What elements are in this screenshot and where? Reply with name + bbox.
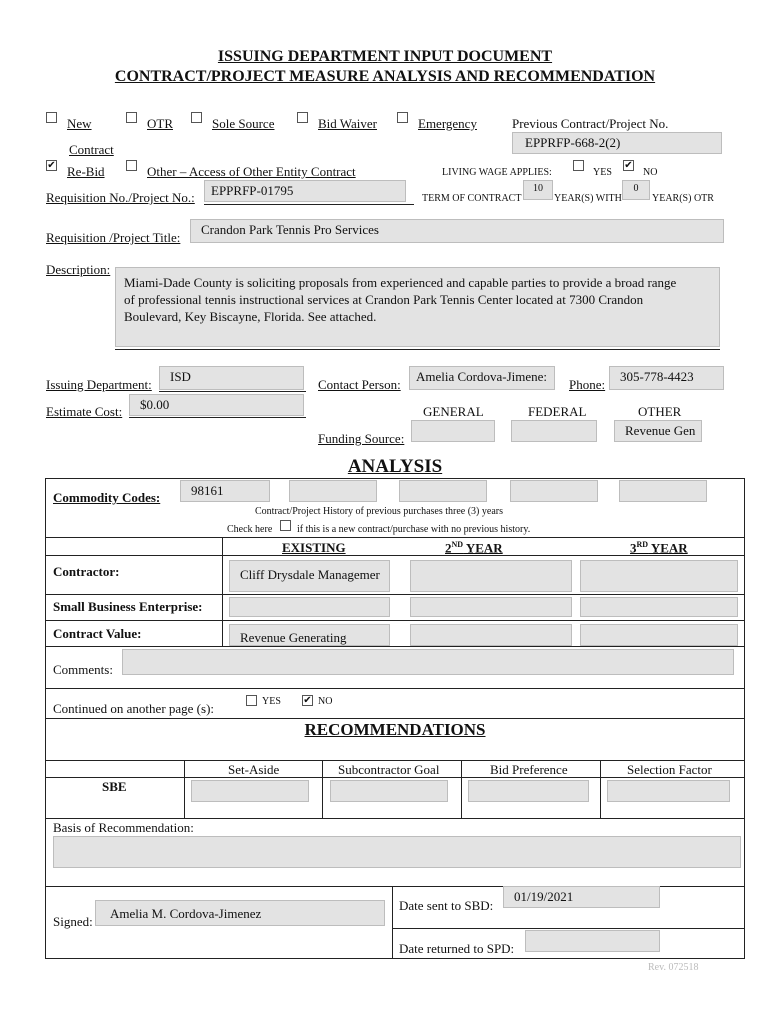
other-label: Other – Access of Other Entity Contract (147, 164, 356, 179)
commodity-code-field-2[interactable] (289, 480, 377, 502)
contractor-third-year-field[interactable] (580, 560, 738, 592)
signed-label: Signed: (53, 914, 93, 929)
set-aside-header: Set-Aside (228, 762, 280, 777)
issuing-department-field[interactable]: ISD (159, 366, 304, 390)
funding-other-header: OTHER (638, 404, 682, 419)
third-year-sup: RD (636, 540, 649, 549)
emergency-checkbox[interactable] (397, 112, 408, 123)
living-wage-no-label: NO (643, 167, 658, 178)
date-sent-field[interactable]: 01/19/2021 (503, 886, 660, 908)
description-label: Description: (46, 262, 111, 277)
funding-source-label: Funding Source: (318, 431, 405, 446)
signed-field[interactable]: Amelia M. Cordova-Jimenez (95, 900, 385, 926)
selection-factor-field[interactable] (607, 780, 730, 802)
sole-source-checkbox[interactable] (191, 112, 202, 123)
description-line: Miami-Dade County is soliciting proposals from experienced and capable parties to provide a broad range (124, 275, 677, 290)
sbe-second-year-field[interactable] (410, 597, 572, 617)
emergency-label: Emergency (418, 116, 477, 131)
form-subtitle: CONTRACT/PROJECT MEASURE ANALYSIS AND RECOMMENDATION (114, 68, 656, 85)
rebid-label: Re-Bid (67, 164, 105, 179)
funding-general-header: GENERAL (423, 404, 484, 419)
contractor-second-year-field[interactable] (410, 560, 572, 592)
continued-label: Continued on another page (s): (53, 701, 215, 716)
living-wage-label: LIVING WAGE APPLIES: (442, 167, 552, 178)
revision-label: Rev. 072518 (648, 962, 699, 973)
contract-label: Contract (69, 142, 114, 157)
issuing-department-label: Issuing Department: (46, 377, 152, 392)
comments-label: Comments: (53, 662, 113, 677)
requisition-label: Requisition No./Project No.: (46, 190, 195, 205)
contractor-label: Contractor: (53, 564, 120, 579)
otr-checkbox[interactable] (126, 112, 137, 123)
living-wage-yes-checkbox[interactable] (573, 160, 584, 171)
description-line: of professional tennis instructional services at Crandon Park Tennis Center located at 7300 Crandon (124, 292, 644, 307)
term-years-with-label: YEAR(S) WITH (554, 193, 622, 204)
contact-person-field[interactable]: Amelia Cordova-Jimene: (409, 366, 555, 390)
check-here-note: if this is a new contract/purchase with no previous history. (297, 524, 531, 535)
set-aside-field[interactable] (191, 780, 309, 802)
previous-contract-label: Previous Contract/Project No. (512, 116, 669, 131)
second-year-sup: ND (451, 540, 464, 549)
bid-waiver-label: Bid Waiver (318, 116, 378, 131)
sole-source-label: Sole Source (212, 116, 275, 131)
commodity-codes-label: Commodity Codes: (53, 490, 161, 505)
basis-label: Basis of Recommendation: (53, 820, 194, 835)
form-title: ISSUING DEPARTMENT INPUT DOCUMENT (217, 48, 553, 65)
sbe-existing-field[interactable] (229, 597, 390, 617)
contact-person-label: Contact Person: (318, 377, 401, 392)
term-otr-label: YEAR(S) OTR (652, 193, 714, 204)
description-line: Boulevard, Key Biscayne, Florida. See attached. (124, 309, 377, 324)
estimate-cost-field[interactable]: $0.00 (129, 394, 304, 416)
sbe-row-label: SBE (102, 779, 127, 794)
living-wage-yes-label: YES (593, 167, 612, 178)
commodity-code-field-4[interactable] (510, 480, 598, 502)
project-title-label: Requisition /Project Title: (46, 230, 181, 245)
project-title-field[interactable]: Crandon Park Tennis Pro Services (190, 219, 724, 243)
funding-other-field[interactable]: Revenue Gen (614, 420, 702, 442)
term-otr-field[interactable]: 0 (622, 180, 650, 200)
funding-federal-header: FEDERAL (528, 404, 587, 419)
contract-value-third-year-field[interactable] (580, 624, 738, 646)
commodity-code-field-3[interactable] (399, 480, 487, 502)
selection-factor-header: Selection Factor (627, 762, 712, 777)
funding-federal-field[interactable] (511, 420, 597, 442)
continued-no-label: NO (318, 696, 333, 707)
subcontractor-goal-field[interactable] (330, 780, 448, 802)
commodity-code-field-1[interactable]: 98161 (180, 480, 270, 502)
rebid-checkbox[interactable]: ✔ (47, 160, 56, 171)
history-note: Contract/Project History of previous purchases three (3) years (255, 506, 503, 517)
second-year-number: 2 (445, 540, 452, 556)
funding-general-field[interactable] (411, 420, 495, 442)
contract-value-label: Contract Value: (53, 626, 142, 641)
other-checkbox[interactable] (126, 160, 137, 171)
existing-header: EXISTING (282, 540, 346, 555)
requisition-field[interactable]: EPPRFP-01795 (204, 180, 406, 202)
date-returned-field[interactable] (525, 930, 660, 952)
subcontractor-goal-header: Subcontractor Goal (338, 762, 440, 777)
analysis-heading: ANALYSIS (347, 456, 443, 477)
continued-no-checkbox[interactable]: ✔ (303, 695, 312, 706)
new-label: New (67, 116, 92, 131)
second-year-rest: YEAR (463, 540, 503, 556)
third-year-header (630, 540, 688, 556)
phone-field[interactable]: 305-778-4423 (609, 366, 724, 390)
term-label: TERM OF CONTRACT (422, 193, 522, 204)
continued-yes-label: YES (262, 696, 281, 707)
commodity-code-field-5[interactable] (619, 480, 707, 502)
new-checkbox[interactable] (46, 112, 57, 123)
term-years-field[interactable]: 10 (523, 180, 553, 200)
contract-value-second-year-field[interactable] (410, 624, 572, 646)
check-here-label: Check here (227, 524, 273, 535)
recommendations-heading: RECOMMENDATIONS (304, 720, 486, 739)
basis-field[interactable] (53, 836, 741, 868)
estimate-cost-label: Estimate Cost: (46, 404, 123, 419)
second-year-header (445, 540, 503, 556)
contract-value-existing-field[interactable]: Revenue Generating (229, 624, 390, 646)
third-year-rest: YEAR (648, 540, 688, 556)
date-returned-label: Date returned to SPD: (399, 941, 515, 956)
phone-label: Phone: (569, 377, 606, 392)
description-field[interactable] (115, 267, 720, 347)
date-sent-label: Date sent to SBD: (399, 898, 494, 913)
previous-contract-field[interactable]: EPPRFP-668-2(2) (512, 132, 722, 154)
sbe-third-year-field[interactable] (580, 597, 738, 617)
new-history-checkbox[interactable] (280, 520, 291, 531)
comments-field[interactable] (122, 649, 734, 675)
otr-label: OTR (147, 116, 173, 131)
continued-yes-checkbox[interactable] (246, 695, 257, 706)
bid-preference-header: Bid Preference (490, 762, 568, 777)
bid-waiver-checkbox[interactable] (297, 112, 308, 123)
contractor-existing-field[interactable]: Cliff Drysdale Managemer (229, 560, 390, 592)
bid-preference-field[interactable] (468, 780, 589, 802)
living-wage-no-checkbox[interactable]: ✔ (624, 160, 633, 171)
third-year-number: 3 (630, 540, 637, 556)
sbe-label: Small Business Enterprise: (53, 599, 203, 614)
